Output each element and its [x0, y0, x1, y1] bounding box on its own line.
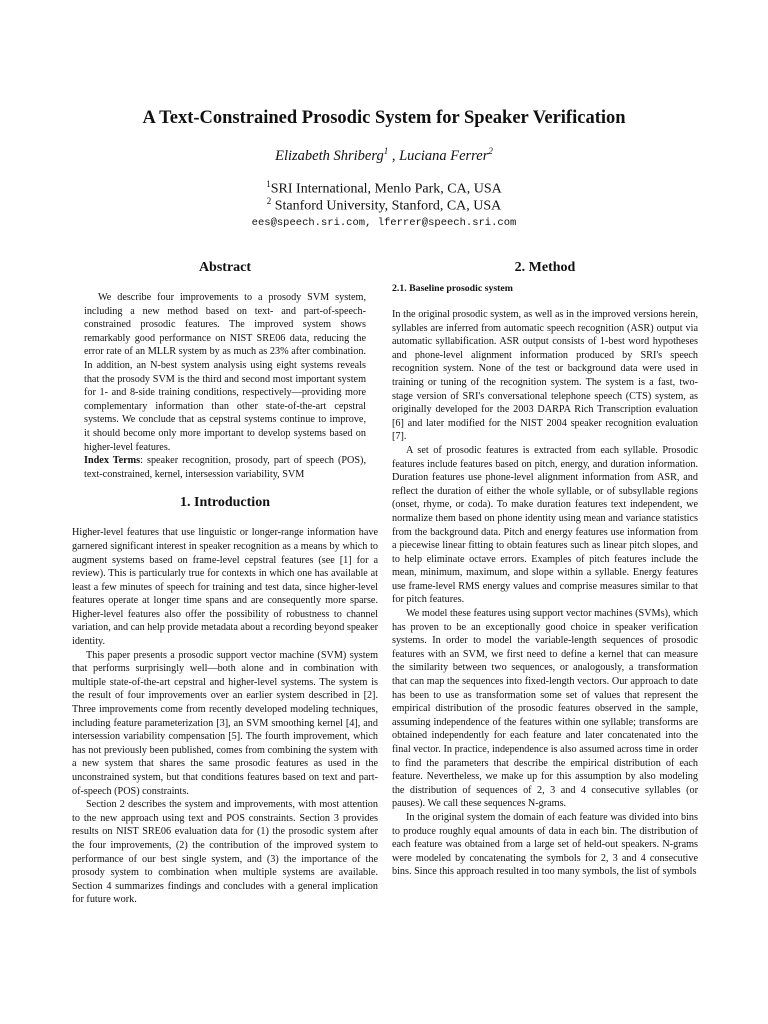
- index-terms-label: Index Terms: [84, 455, 141, 467]
- section-heading-method: 2. Method: [514, 260, 576, 275]
- left-column: [72, 258, 378, 907]
- author-affiliation-mark: 2: [488, 146, 493, 156]
- right-column: [392, 258, 698, 879]
- intro-paragraph-2: This paper presents a prosodic support vector machine (SVM) system that performs surprisingly well—both alone and in combination with multiple state-of-the-art cepstral and higher-level systems. The system is the result of four improvements over an earlier system described in [2]. Three improvements come from recently developed modeling techniques, including feature parameterization [3], an SVM smoothing kernel [4], and intersession variability compensation [5]. The fourth improvement, which has not previously been published, comes from combining the system with a new system that shares the same prosodic features as used in the unconstrained system, but that conditions features based on text and part-of-speech (POS) constraints.: [72, 649, 378, 797]
- affiliation-text: SRI International, Menlo Park, CA, USA: [270, 181, 502, 197]
- subsection-heading: 2.1. Baseline prosodic system: [392, 283, 513, 294]
- index-terms: [84, 454, 366, 481]
- author-name: Elizabeth Shriberg: [275, 147, 384, 164]
- author-emails: ees@speech.sri.com, lferrer@speech.sri.com: [251, 217, 517, 229]
- method-paragraph-4: In the original system the domain of each feature was divided into bins to produce roughly equal amounts of data in each bin. The distribution of each feature was obtained from a large set of held-out speakers. N-grams were modeled by concatenating the symbols for 2, 3 and 4 consecutive bins. Since this approach resulted in too many symbols, the list of symbols: [392, 811, 698, 878]
- affiliation-mark: 2: [266, 196, 272, 206]
- affiliation-text: Stanford University, Stanford, CA, USA: [271, 198, 502, 214]
- affiliation-1: [0, 179, 768, 198]
- author-affiliation-mark: 1: [383, 146, 389, 156]
- affiliation-2: [0, 196, 768, 215]
- intro-paragraph-3: Section 2 describes the system and improvements, with most attention to the new approach using text and POS constraints. Section 3 provides results on NIST SRE06 evaluation data for (1) the prosodic system after the four improvements, (2) the contribution of the improved system to performance of our best single system, and (3) the importance of the prosody system to combination when multiple systems are available. Section 4 summarizes findings and concludes with a general implication for future work.: [72, 799, 378, 906]
- author-line: [0, 146, 768, 165]
- abstract-heading: Abstract: [198, 260, 252, 275]
- method-paragraph-2: A set of prosodic features is extracted from each syllable. Prosodic features include features based on pitch, energy, and duration information. Duration features use phone-level alignment information from ASR, and reflect the duration of either the whole syllable, or of subsyllable regions (onset, rhyme, or coda). To make duration features text independent, we normalize them based on phone identity using mean and variance statistics from the background data. Pitch and energy features use information from a piecewise linear fitting to obtain features such as linear pitch slopes, and to help eliminate octave errors. Examples of pitch features include the mean, minimum, maximum, and slope within a syllable. Energy features use frame-level RMS energy values and comprise measures similar to that for pitch features.: [392, 444, 698, 606]
- abstract-block: [72, 291, 378, 481]
- affiliation-mark: 1: [266, 179, 271, 189]
- paper-title: A Text-Constrained Prosodic System for Speaker Verification: [142, 108, 626, 128]
- index-terms-text: : speaker recognition, prosody, part of speech (POS), text-constrained, kernel, intersession variability, SVM: [84, 455, 366, 480]
- section-heading-introduction: 1. Introduction: [180, 495, 270, 511]
- author-name: Luciana Ferrer: [399, 147, 489, 164]
- intro-paragraph-1: Higher-level features that use linguistic or longer-range information have garnered significant interest in speaker recognition as a means by which to augment systems based on frame-level cepstral features (see [1] for a review). This is particularly true for contexts in which one has available at least a few minutes of speech for training and test data, since higher-level features operate at longer time spans and are consequently more sparse. Higher-level features also offer the possibility of robustness to channel variation, and can help provide metadata about a recording beyond speaker identity.: [72, 527, 378, 648]
- method-paragraph-1: In the original prosodic system, as well as in the improved versions herein, syllables are inferred from automatic speech recognition (ASR) output via automatic syllabification. ASR output consists of 1-best word hypotheses and phone-level alignment information produced by SRI's speech recognition system. None of the test or background data were used in training or tuning of the recognition system. The system is a fast, two-stage version of SRI's conversational telephone speech (CTS) system, as originally developed for the 2003 DARPA Rich Transcription evaluation [6] and later modified for the NIST 2004 speaker recognition evaluation [7].: [392, 309, 698, 443]
- abstract-text: We describe four improvements to a prosody SVM system, including a new method based on text- and part-of-speech-constrained prosodic features. The improved system shows remarkably good performance on NIST SRE06 data, reducing the error rate of an MLLR system by as much as 23% after combination. In addition, an N-best system analysis using eight systems reveals that the prosody SVM is the third and second most important system for 1- and 8-side training conditions, respectively—providing more complementary information than other state-of-the-art cepstral systems. We conclude that as cepstral systems continue to improve, it should become only more important to develop systems based on higher-level features.: [84, 292, 366, 453]
- method-paragraph-3: We model these features using support vector machines (SVMs), which has proven to be an exceptionally good choice in speaker verification systems. In order to model the variable-length sequences of prosodic features with an SVM, we first need to define a kernel that can measure the similarity between two sequences, or analogously, a transformation that can map the sequences into fixed-length vectors. Our approach to date has been to use as transformation some set of values that represent the empirical distribution of the prosodic features observed in the sample, assuming independence of the features within one syllable; transforms are obtained independently for each feature and later concatenated into the final vector. In practice, independence is also assumed across time in order to find the parameters that describe the empirical distribution of each feature. Nevertheless, we make up for this assumption by also modeling the distribution of sequences of 2, 3 and 4 consecutive syllables (or pauses). We call these sequences N-grams.: [392, 608, 698, 810]
- author-separator: ,: [388, 147, 400, 164]
